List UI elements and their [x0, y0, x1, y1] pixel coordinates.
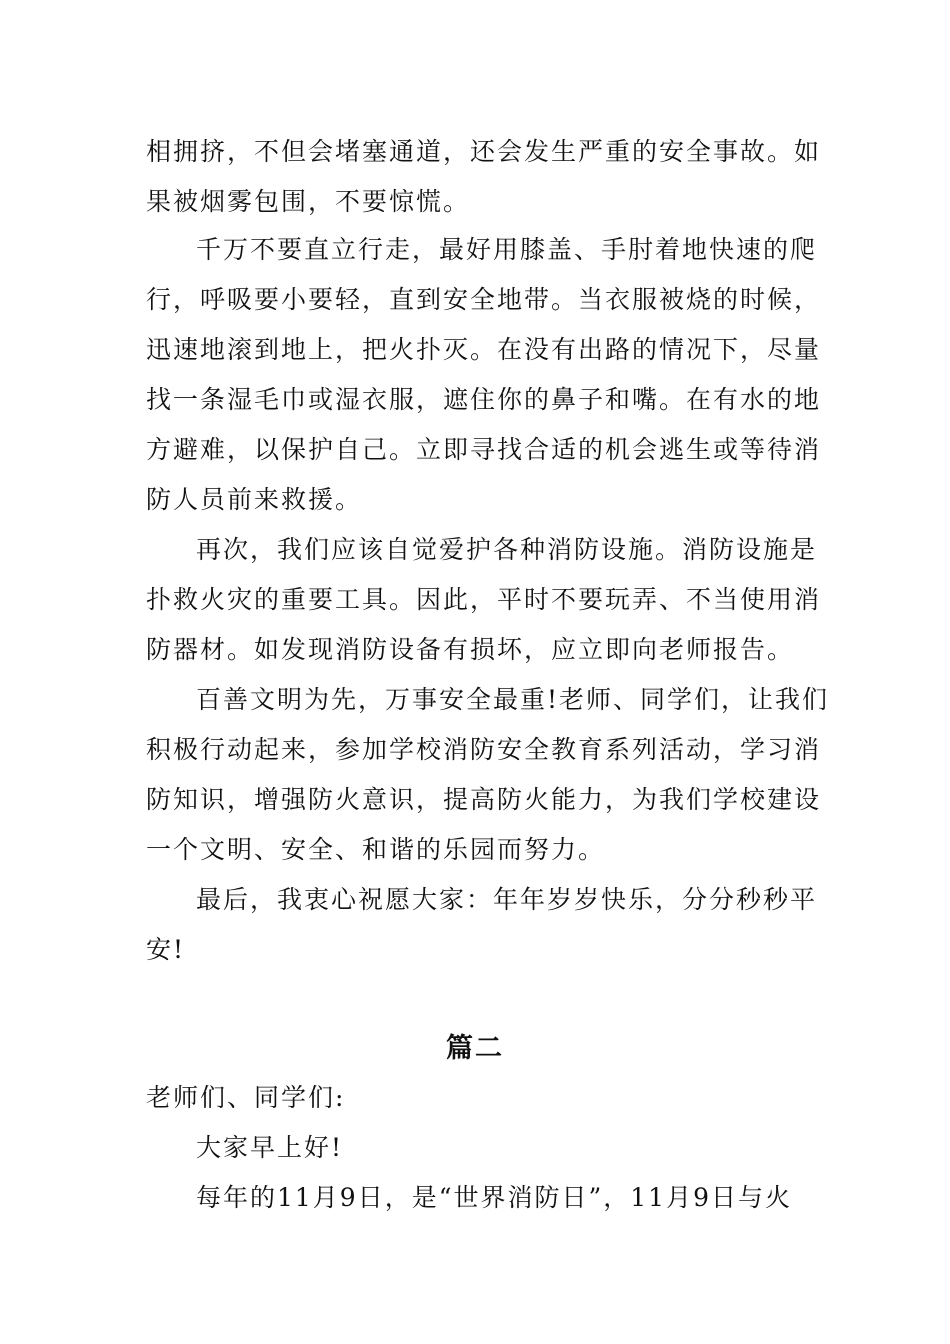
section-title: 篇二 [446, 1033, 504, 1064]
text-line: 方避难，以保护自己。立即寻找合适的机会逃生或等待消 [146, 435, 822, 464]
text-line: 百善文明为先，万事安全最重!老师、同学们，让我们 [196, 685, 830, 714]
text-line: 相拥挤，不但会堵塞通道，还会发生严重的安全事故。如 [146, 137, 822, 166]
text-line: 行，呼吸要小要轻，直到安全地带。当衣服被烧的时候， [146, 285, 822, 314]
text-line: 安! [146, 935, 186, 964]
text-line: 防器材。如发现消防设备有损坏，应立即向老师报告。 [146, 635, 795, 664]
text-line: 一个文明、安全、和谐的乐园而努力。 [146, 835, 606, 864]
text-line: 扑救火灾的重要工具。因此，平时不要玩弄、不当使用消 [146, 585, 822, 614]
text-line: 再次，我们应该自觉爱护各种消防设施。消防设施是 [196, 535, 818, 564]
greeting: 大家早上好! [196, 1133, 344, 1162]
text-line: 果被烟雾包围，不要惊慌。 [146, 187, 471, 216]
text-line: 防知识，增强防火意识，提高防火能力，为我们学校建设 [146, 785, 822, 814]
text-line: 最后，我衷心祝愿大家：年年岁岁快乐，分分秒秒平 [196, 885, 818, 914]
text-line: 防人员前来救援。 [146, 485, 363, 514]
text-line: 迅速地滚到地上，把火扑灭。在没有出路的情况下，尽量 [146, 335, 822, 364]
text-line: 每年的11月9日，是“世界消防日”，11月9日与火 [196, 1183, 792, 1212]
text-line: 积极行动起来，参加学校消防安全教育系列活动，学习消 [146, 735, 822, 764]
salutation: 老师们、同学们: [146, 1083, 346, 1112]
text-line: 千万不要直立行走，最好用膝盖、手肘着地快速的爬 [196, 235, 818, 264]
text-line: 找一条湿毛巾或湿衣服，遮住你的鼻子和嘴。在有水的地 [146, 385, 822, 414]
